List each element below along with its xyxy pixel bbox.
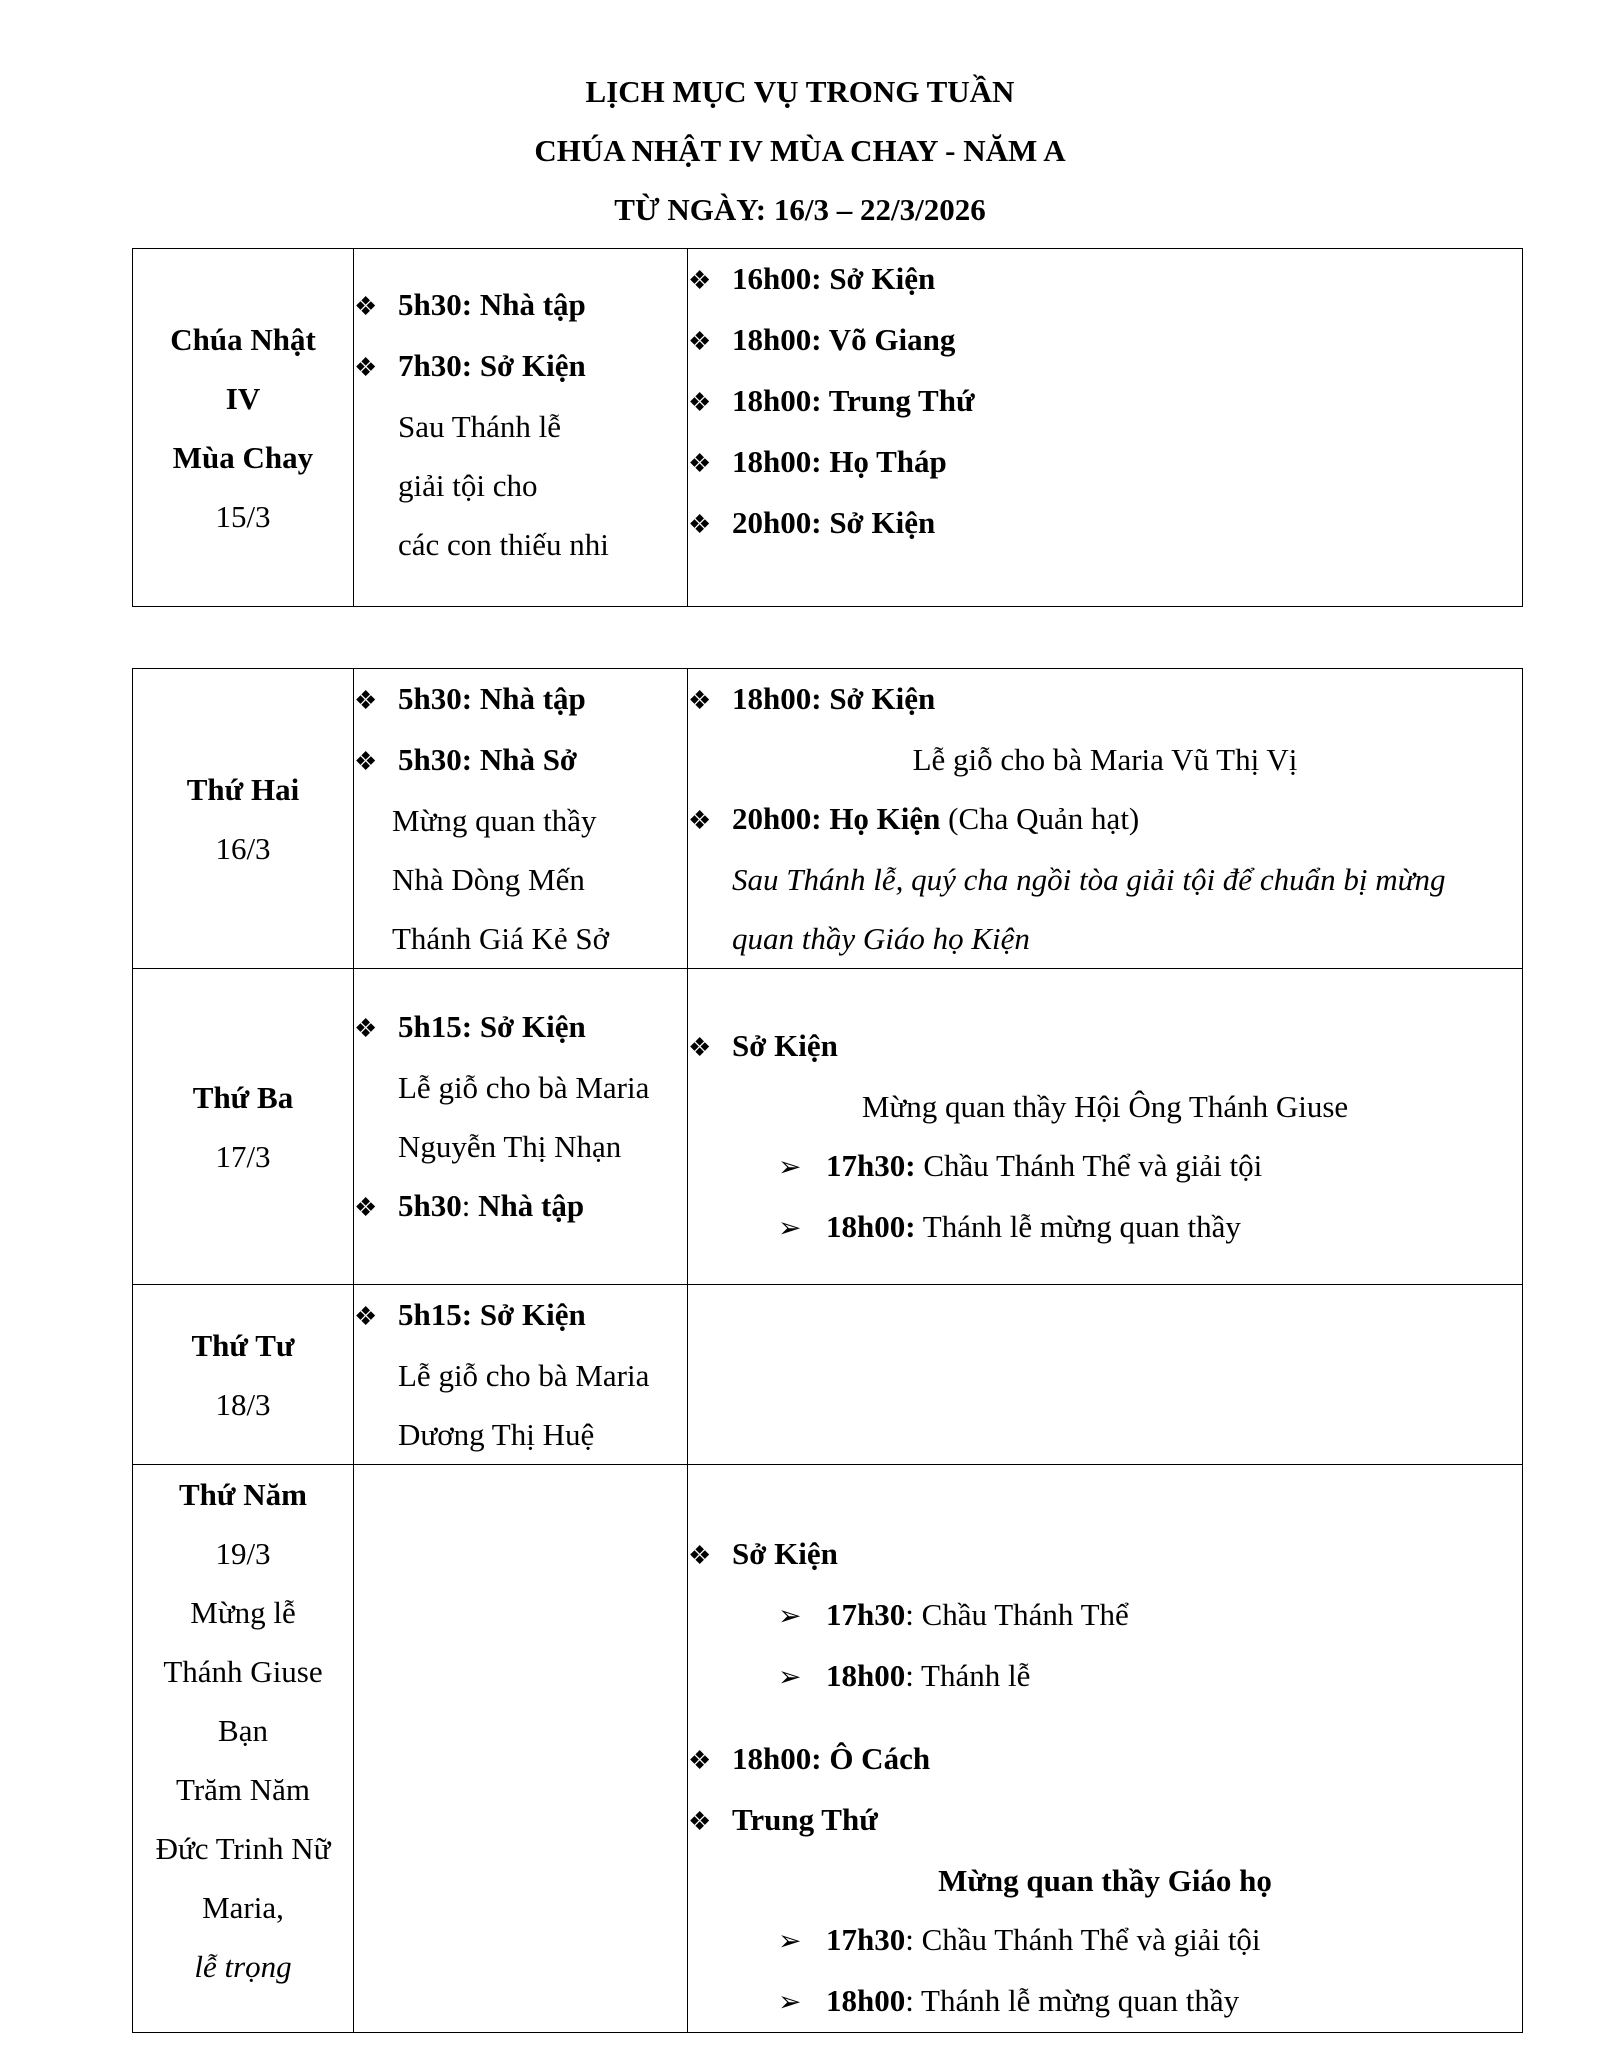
diamond-bullet-icon: ❖ xyxy=(688,1807,712,1836)
diamond-bullet-icon: ❖ xyxy=(354,747,378,776)
sunday-row xyxy=(133,249,1523,607)
diamond-bullet-icon: ❖ xyxy=(688,1541,712,1570)
mass-note: Dương Thị Huệ xyxy=(398,1417,595,1452)
tuesday-row xyxy=(133,969,1523,1285)
feast-line: Thánh Giuse xyxy=(163,1654,323,1689)
schedule-item: ➢ 17h30: Chầu Thánh Thể xyxy=(688,1585,1522,1646)
feast-rank: lễ trọng xyxy=(194,1949,292,1984)
mass-item: ❖ 7h30: Sở Kiện xyxy=(354,336,687,397)
schedule-item: ➢ 17h30: Chầu Thánh Thể và giải tội xyxy=(688,1910,1522,1971)
diamond-bullet-icon: ❖ xyxy=(688,686,712,715)
schedule-item: ➢ 18h00: Thánh lễ xyxy=(688,1646,1522,1707)
wednesday-day-cell xyxy=(133,1285,354,1465)
wednesday-row xyxy=(133,1285,1523,1465)
feast-line: Đức Trinh Nữ xyxy=(155,1831,331,1866)
weekday-table xyxy=(132,668,1523,2033)
schedule-item: ➢ 17h30: Chầu Thánh Thể và giải tội xyxy=(688,1136,1522,1197)
mass-item: ❖ 16h00: Sở Kiện xyxy=(688,249,1522,310)
thursday-row xyxy=(133,1465,1523,2033)
schedule-item: ➢ 18h00: Thánh lễ mừng quan thầy xyxy=(688,1197,1522,1258)
spacer xyxy=(688,1707,1522,1729)
mass-note: Thánh Giá Kẻ Sở xyxy=(392,921,609,956)
mass-note: các con thiếu nhi xyxy=(398,527,609,562)
day-date: 17/3 xyxy=(215,1138,271,1174)
arrow-bullet-icon: ➢ xyxy=(778,1926,802,1957)
mass-item: ❖ 18h00: Võ Giang xyxy=(688,310,1522,371)
monday-day-cell xyxy=(133,669,354,969)
diamond-bullet-icon: ❖ xyxy=(354,1193,378,1222)
arrow-bullet-icon: ➢ xyxy=(778,1152,802,1183)
diamond-bullet-icon: ❖ xyxy=(688,449,712,478)
mass-note: Lễ giỗ cho bà Maria Vũ Thị Vị xyxy=(912,742,1298,777)
diamond-bullet-icon: ❖ xyxy=(688,327,712,356)
mass-item: ❖ 18h00: Họ Tháp xyxy=(688,432,1522,493)
tuesday-morning-cell xyxy=(354,969,688,1285)
day-date: 15/3 xyxy=(215,498,271,534)
day-name: Thứ Tư xyxy=(191,1327,295,1363)
mass-item: ❖ 20h00: Sở Kiện xyxy=(688,493,1522,554)
mass-item: ❖ 18h00: Trung Thứ xyxy=(688,371,1522,432)
arrow-bullet-icon: ➢ xyxy=(778,1601,802,1632)
mass-item: ❖ 5h30: Nhà tập xyxy=(354,275,687,336)
diamond-bullet-icon: ❖ xyxy=(354,1014,378,1043)
day-name-line: IV xyxy=(225,380,261,416)
day-name-line: Chúa Nhật xyxy=(170,321,316,357)
diamond-bullet-icon: ❖ xyxy=(688,266,712,295)
monday-morning-cell xyxy=(354,669,688,969)
mass-note: Nguyễn Thị Nhạn xyxy=(398,1129,622,1164)
tuesday-day-cell xyxy=(133,969,354,1285)
mass-note: giải tội cho xyxy=(398,468,538,503)
tuesday-evening-cell xyxy=(688,969,1523,1285)
feast-line: Trăm Năm xyxy=(175,1772,311,1807)
mass-note: Sau Thánh lễ xyxy=(398,409,562,444)
arrow-bullet-icon: ➢ xyxy=(778,1213,802,1244)
day-name-line: Mùa Chay xyxy=(172,439,314,475)
diamond-bullet-icon: ❖ xyxy=(354,292,378,321)
wednesday-evening-cell xyxy=(688,1285,1523,1465)
wednesday-morning-cell xyxy=(354,1285,688,1465)
diamond-bullet-icon: ❖ xyxy=(688,388,712,417)
diamond-bullet-icon: ❖ xyxy=(688,806,712,835)
mass-note: Sau Thánh lễ, quý cha ngồi tòa giải tội để chuẩn bị mừng xyxy=(732,862,1446,897)
sunday-evening-cell xyxy=(688,249,1523,607)
mass-item: ❖ 5h15: Sở Kiện xyxy=(354,997,687,1058)
feast-note: Mừng quan thầy Hội Ông Thánh Giuse xyxy=(861,1089,1349,1124)
thursday-day-cell xyxy=(133,1465,354,2033)
mass-note: Mừng quan thầy xyxy=(392,803,597,838)
day-date: 19/3 xyxy=(215,1536,271,1571)
mass-note: Lễ giỗ cho bà Maria xyxy=(398,1358,650,1393)
mass-item: ❖ Sở Kiện xyxy=(688,1524,1522,1585)
thursday-morning-cell xyxy=(354,1465,688,2033)
mass-item: ❖ 5h30: Nhà Sở xyxy=(354,730,687,791)
mass-note: Lễ giỗ cho bà Maria xyxy=(398,1070,650,1105)
mass-item: ❖ 18h00: Sở Kiện xyxy=(688,669,1522,730)
sunday-day-cell xyxy=(133,249,354,607)
day-name: Thứ Năm xyxy=(179,1477,307,1512)
mass-note: Nhà Dòng Mến xyxy=(392,862,585,897)
diamond-bullet-icon: ❖ xyxy=(688,1033,712,1062)
diamond-bullet-icon: ❖ xyxy=(354,686,378,715)
mass-item: ❖ 5h30: Nhà tập xyxy=(354,1176,687,1237)
day-name: Thứ Hai xyxy=(186,771,300,807)
feast-line: Maria, xyxy=(202,1890,284,1925)
diamond-bullet-icon: ❖ xyxy=(688,1746,712,1775)
mass-item: ❖ 18h00: Ô Cách xyxy=(688,1729,1522,1790)
monday-row xyxy=(133,669,1523,969)
feast-line: Bạn xyxy=(218,1713,268,1748)
day-date: 16/3 xyxy=(215,830,271,866)
schedule-item: ➢ 18h00: Thánh lễ mừng quan thầy xyxy=(688,1971,1522,2032)
title-line-2: CHÚA NHẬT IV MÙA CHAY - NĂM A xyxy=(534,133,1066,168)
arrow-bullet-icon: ➢ xyxy=(778,1662,802,1693)
diamond-bullet-icon: ❖ xyxy=(688,510,712,539)
mass-note: quan thầy Giáo họ Kiện xyxy=(732,921,1030,956)
mass-item: ❖ 20h00: Họ Kiện (Cha Quản hạt) xyxy=(688,789,1522,850)
sunday-table xyxy=(132,248,1523,607)
diamond-bullet-icon: ❖ xyxy=(354,353,378,382)
mass-item: ❖ Sở Kiện xyxy=(688,1016,1522,1077)
day-name: Thứ Ba xyxy=(192,1079,294,1115)
mass-item: ❖ 5h15: Sở Kiện xyxy=(354,1285,687,1346)
feast-note: Mừng quan thầy Giáo họ xyxy=(938,1863,1272,1898)
diamond-bullet-icon: ❖ xyxy=(354,1302,378,1331)
mass-item: ❖ 5h30: Nhà tập xyxy=(354,669,687,730)
title-line-3: TỪ NGÀY: 16/3 – 22/3/2026 xyxy=(614,192,986,227)
sunday-morning-cell xyxy=(354,249,688,607)
arrow-bullet-icon: ➢ xyxy=(778,1987,802,2018)
monday-evening-cell xyxy=(688,669,1523,969)
mass-item: ❖ Trung Thứ xyxy=(688,1790,1522,1851)
title-line-1: LỊCH MỤC VỤ TRONG TUẦN xyxy=(585,74,1015,109)
feast-line: Mừng lễ xyxy=(190,1595,296,1630)
thursday-evening-cell xyxy=(688,1465,1523,2033)
day-date: 18/3 xyxy=(215,1386,271,1422)
